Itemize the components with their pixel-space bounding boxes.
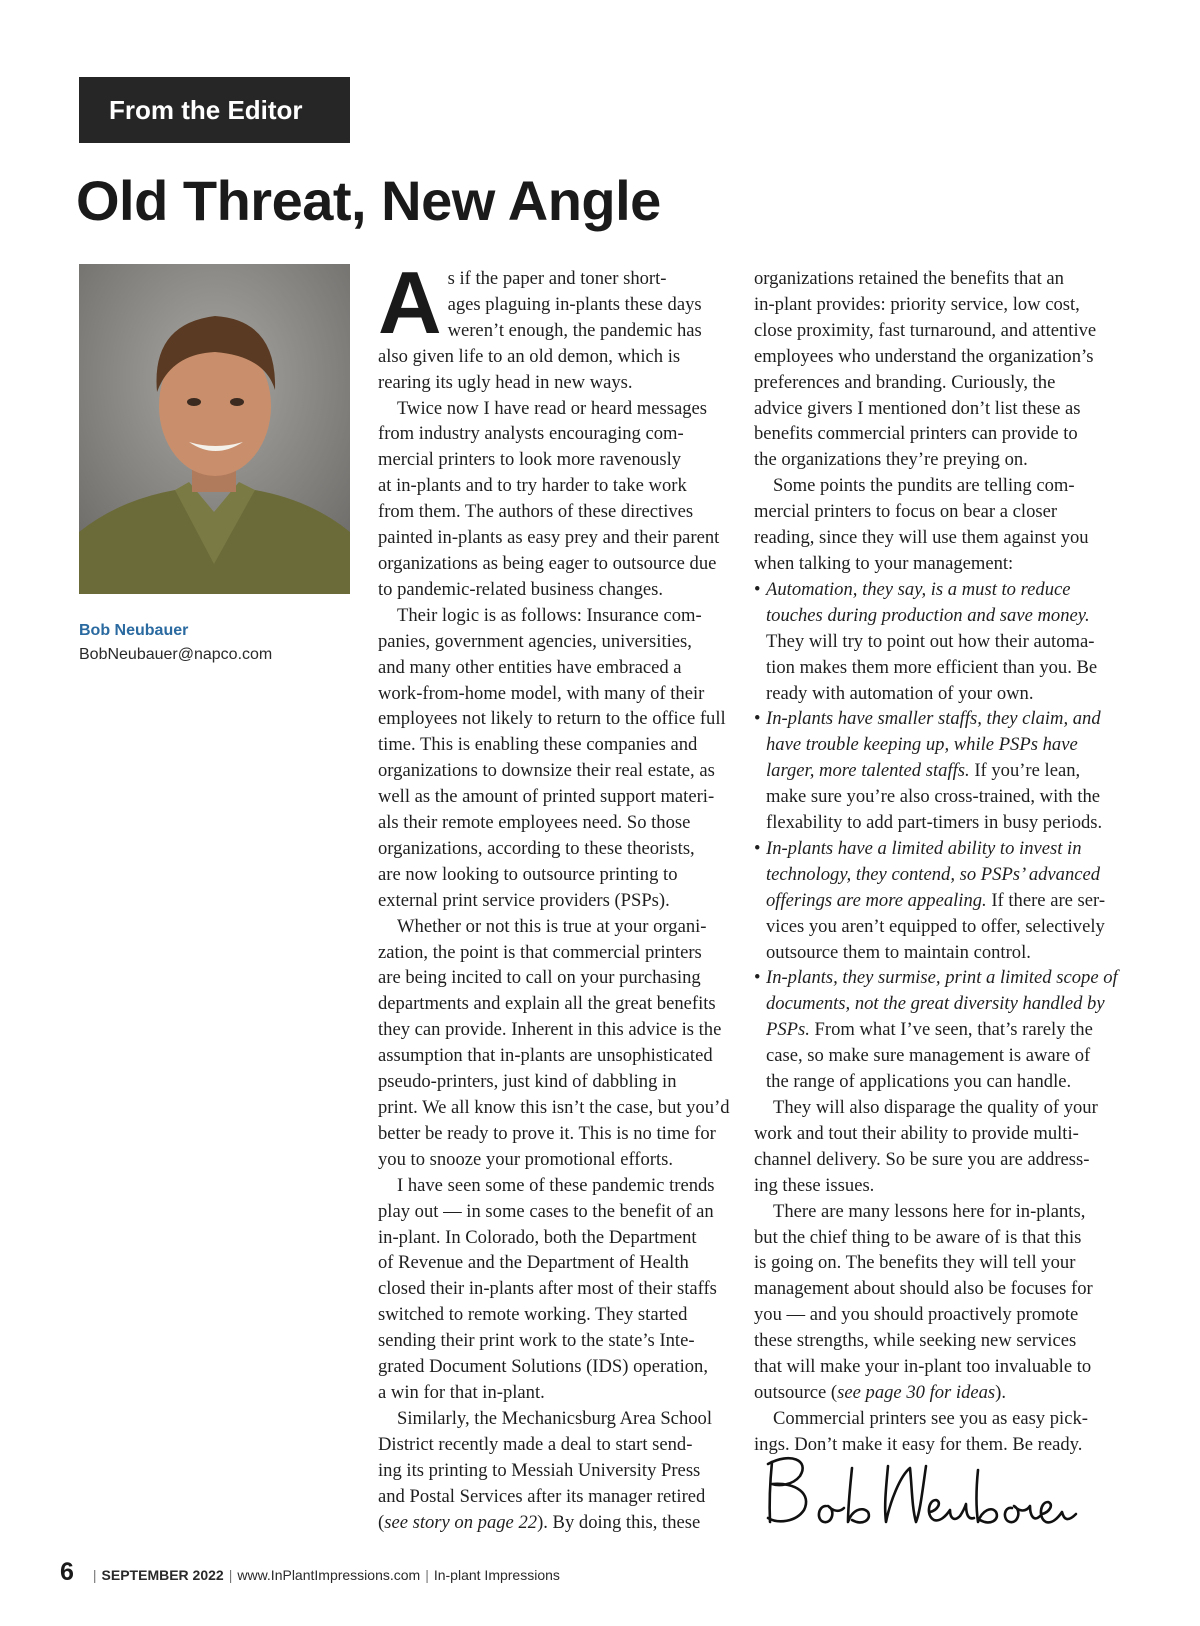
article-headline: Old Threat, New Angle: [76, 169, 661, 232]
text-segment: larger, more talented staffs.: [766, 760, 970, 782]
text-line: Commercial printers see you as easy pick-: [773, 1407, 1088, 1429]
text-line: s if the paper and toner short-: [447, 268, 667, 289]
text-line: of Revenue and the Department of Health: [378, 1252, 689, 1274]
text-line: from them. The authors of these directives: [378, 501, 694, 523]
text-line: mercial printers to look more ravenously: [378, 449, 682, 471]
text-line: closed their in-plants after most of their staffs: [378, 1278, 717, 1300]
text-line: in-plant provides: priority service, low cost,: [754, 293, 1080, 315]
paragraph: [754, 1095, 1109, 1199]
text-line: rearing its ugly head in new ways.: [378, 371, 633, 393]
text-line: [754, 965, 1118, 991]
text-line: case, so make sure management is aware of: [766, 1045, 1091, 1067]
text-line: [754, 836, 1109, 862]
publication-name: In-plant Impressions: [433, 1567, 560, 1583]
text-line: work-from-home model, with many of their: [378, 682, 705, 704]
text-line: organizations retained the benefits that an: [754, 268, 1064, 289]
text-line: [378, 1510, 733, 1536]
text-line: when talking to your management:: [754, 552, 1014, 574]
text-line: ready with automation of your own.: [766, 682, 1034, 704]
text-line: organizations as being eager to outsource due: [378, 552, 717, 574]
text-line: vices you aren’t equipped to offer, selectively: [766, 915, 1105, 937]
text-line: sending their print work to the state’s Inte-: [378, 1330, 695, 1352]
text-line: advice givers I mentioned don’t list these as: [754, 397, 1081, 419]
text-line: [766, 888, 1109, 914]
text-line: There are many lessons here for in-plants,: [773, 1200, 1086, 1222]
text-line: is going on. The benefits they will tell your: [754, 1252, 1076, 1274]
text-line: tion makes them more efficient than you. Be: [766, 656, 1098, 678]
text-line: District recently made a deal to start send-: [378, 1433, 693, 1455]
text-line: employees who understand the organization’s: [754, 345, 1094, 367]
paragraph: [754, 1199, 1109, 1406]
drop-cap: A: [378, 253, 442, 352]
text-segment: offerings are more appealing.: [766, 889, 987, 911]
text-line: [766, 732, 1109, 758]
text-line: management about should also be focuses for: [754, 1278, 1093, 1300]
page-number: 6: [60, 1558, 74, 1586]
text-line: in-plant. In Colorado, both the Department: [378, 1226, 697, 1248]
text-line: ing its printing to Messiah University Press: [378, 1459, 701, 1481]
text-line: also given life to an old demon, which is: [378, 345, 681, 367]
text-line: Similarly, the Mechanicsburg Area School: [397, 1407, 712, 1429]
text-segment: (: [378, 1511, 385, 1533]
text-line: [766, 603, 1109, 629]
text-line: als their remote employees need. So those: [378, 812, 691, 834]
text-segment: outsource (: [754, 1381, 838, 1403]
text-line: and Postal Services after its manager retired: [378, 1485, 706, 1507]
text-line: they can provide. Inherent in this advice is the: [378, 1019, 722, 1041]
bullet-marker: •: [754, 708, 761, 730]
article-column-1: [378, 253, 733, 1535]
text-line: well as the amount of printed support materi-: [378, 786, 715, 808]
text-line: external print service providers (PSPs).: [378, 889, 670, 911]
paragraph: [378, 1406, 733, 1536]
website-link[interactable]: www.InPlantImpressions.com: [237, 1567, 421, 1583]
text-line: the range of applications you can handle.: [766, 1071, 1072, 1093]
text-line: that will make your in-plant too invaluable to: [754, 1356, 1092, 1378]
text-line: organizations, according to these theorists,: [378, 837, 695, 859]
text-line: preferences and branding. Curiously, the: [754, 371, 1056, 393]
text-line: close proximity, fast turnaround, and attentive: [754, 319, 1097, 341]
footer-divider: |: [425, 1567, 429, 1583]
paragraph: [378, 603, 733, 914]
text-line: I have seen some of these pandemic trends: [397, 1174, 715, 1196]
text-line: from industry analysts encouraging com-: [378, 423, 684, 445]
text-segment: documents, not the great diversity handled by: [766, 993, 1105, 1015]
page-reference: see story on page 22: [384, 1511, 538, 1533]
text-line: They will also disparage the quality of your: [773, 1097, 1098, 1118]
text-line: mercial printers to focus on bear a closer: [754, 501, 1058, 523]
text-line: ing these issues.: [754, 1174, 875, 1196]
text-segment: In-plants have a limited ability to invest in: [766, 837, 1082, 859]
text-line: benefits commercial printers can provide to: [754, 423, 1078, 445]
text-line: [766, 862, 1109, 888]
text-line: outsource them to maintain control.: [766, 941, 1031, 963]
text-segment: If there are ser-: [986, 889, 1106, 911]
author-email-link[interactable]: BobNeubauer@napco.com: [79, 646, 273, 663]
text-line: the organizations they’re preying on.: [754, 449, 1028, 471]
bullet-marker: •: [754, 578, 761, 600]
paragraph: [754, 266, 1109, 473]
issue-date: SEPTEMBER 2022: [101, 1567, 224, 1583]
text-segment: In-plants, they surmise, print a limited scope of: [766, 967, 1118, 989]
text-line: Twice now I have read or heard messages: [397, 397, 708, 419]
text-segment: PSPs.: [766, 1019, 810, 1041]
text-line: [766, 1017, 1109, 1043]
text-line: zation, the point is that commercial printers: [378, 941, 702, 963]
text-line: weren’t enough, the pandemic has: [447, 319, 702, 341]
article-column-2: [754, 266, 1118, 1458]
text-line: [766, 991, 1109, 1017]
text-line: Whether or not this is true at your organi-: [397, 915, 707, 937]
bullet-marker: •: [754, 967, 761, 989]
text-line: ings. Don’t make it easy for them. Be ready.: [754, 1433, 1083, 1455]
footer-divider: |: [92, 1567, 97, 1583]
page-reference: see page 30 for ideas: [837, 1381, 996, 1403]
text-line: Their logic is as follows: Insurance com-: [397, 604, 702, 626]
paragraph: [378, 396, 733, 603]
text-line: grated Document Solutions (IDS) operation,: [378, 1356, 708, 1378]
text-line: but the chief thing to be aware of is that this: [754, 1226, 1082, 1248]
paragraph: [378, 1173, 733, 1406]
text-line: these strengths, while seeking new services: [754, 1330, 1077, 1352]
text-line: and many other entities have embraced a: [378, 656, 682, 678]
text-line: better be ready to prove it. This is no time for: [378, 1122, 716, 1144]
text-line: departments and explain all the great benefits: [378, 993, 716, 1015]
paragraph: [754, 473, 1109, 577]
text-line: switched to remote working. They started: [378, 1304, 688, 1326]
text-segment: If you’re lean,: [969, 760, 1081, 782]
text-line: print. We all know this isn’t the case, but you’d: [378, 1097, 730, 1118]
section-label: From the Editor: [79, 77, 350, 143]
text-segment: technology, they contend, so PSPs’ advanced: [766, 863, 1101, 885]
text-segment: touches during production and save money.: [766, 604, 1090, 626]
text-line: [754, 1380, 1109, 1406]
text-line: Some points the pundits are telling com-: [773, 475, 1075, 497]
text-line: [754, 706, 1109, 732]
text-line: you to snooze your promotional efforts.: [378, 1148, 674, 1170]
text-line: channel delivery. So be sure you are address-: [754, 1148, 1090, 1170]
text-line: time. This is enabling these companies and: [378, 734, 698, 756]
text-line: [754, 577, 1109, 603]
text-line: painted in-plants as easy prey and their parent: [378, 527, 720, 549]
text-line: flexability to add part-timers in busy periods.: [766, 812, 1103, 834]
text-line: ages plaguing in-plants these days: [447, 293, 702, 315]
text-line: employees not likely to return to the office full: [378, 708, 726, 730]
text-line: organizations to downsize their real estate, as: [378, 760, 715, 782]
text-line: to pandemic-related business changes.: [378, 578, 664, 600]
author-name: Bob Neubauer: [79, 622, 189, 639]
text-line: reading, since they will use them against you: [754, 527, 1089, 549]
text-segment: ). By doing this, these: [537, 1511, 701, 1533]
text-line: They will try to point out how their automa-: [766, 630, 1095, 652]
text-line: assumption that in-plants are unsophisticated: [378, 1045, 713, 1067]
page-footer: [60, 1558, 560, 1587]
text-segment: have trouble keeping up, while PSPs have: [766, 734, 1078, 756]
text-segment: From what I’ve seen, that’s rarely the: [809, 1019, 1093, 1041]
text-line: panies, government agencies, universities,: [378, 630, 692, 652]
text-line: play out — in some cases to the benefit of an: [378, 1200, 714, 1222]
bullet-marker: •: [754, 837, 761, 859]
author-photo: [79, 264, 350, 594]
text-line: are now looking to outsource printing to: [378, 863, 678, 885]
text-line: at in-plants and to try harder to take work: [378, 475, 687, 497]
text-line: you — and you should proactively promote: [754, 1304, 1079, 1326]
bullet-item: [754, 577, 1109, 707]
bullet-item: [754, 706, 1109, 836]
footer-divider: |: [228, 1567, 233, 1583]
text-segment: In-plants have smaller staffs, they claim, and: [766, 708, 1101, 730]
text-line: a win for that in-plant.: [378, 1381, 545, 1403]
bullet-item: [754, 965, 1118, 1095]
text-line: make sure you’re also cross-trained, with the: [766, 786, 1101, 808]
text-line: are being incited to call on your purchasing: [378, 967, 701, 989]
bullet-item: [754, 836, 1109, 966]
text-line: pseudo-printers, just kind of dabbling in: [378, 1071, 677, 1093]
text-line: [766, 758, 1109, 784]
text-segment: Automation, they say, is a must to reduce: [766, 578, 1071, 600]
text-segment: ).: [995, 1381, 1007, 1403]
text-line: work and tout their ability to provide multi-: [754, 1122, 1079, 1144]
paragraph: [378, 914, 733, 1173]
author-signature: [760, 1448, 1090, 1534]
